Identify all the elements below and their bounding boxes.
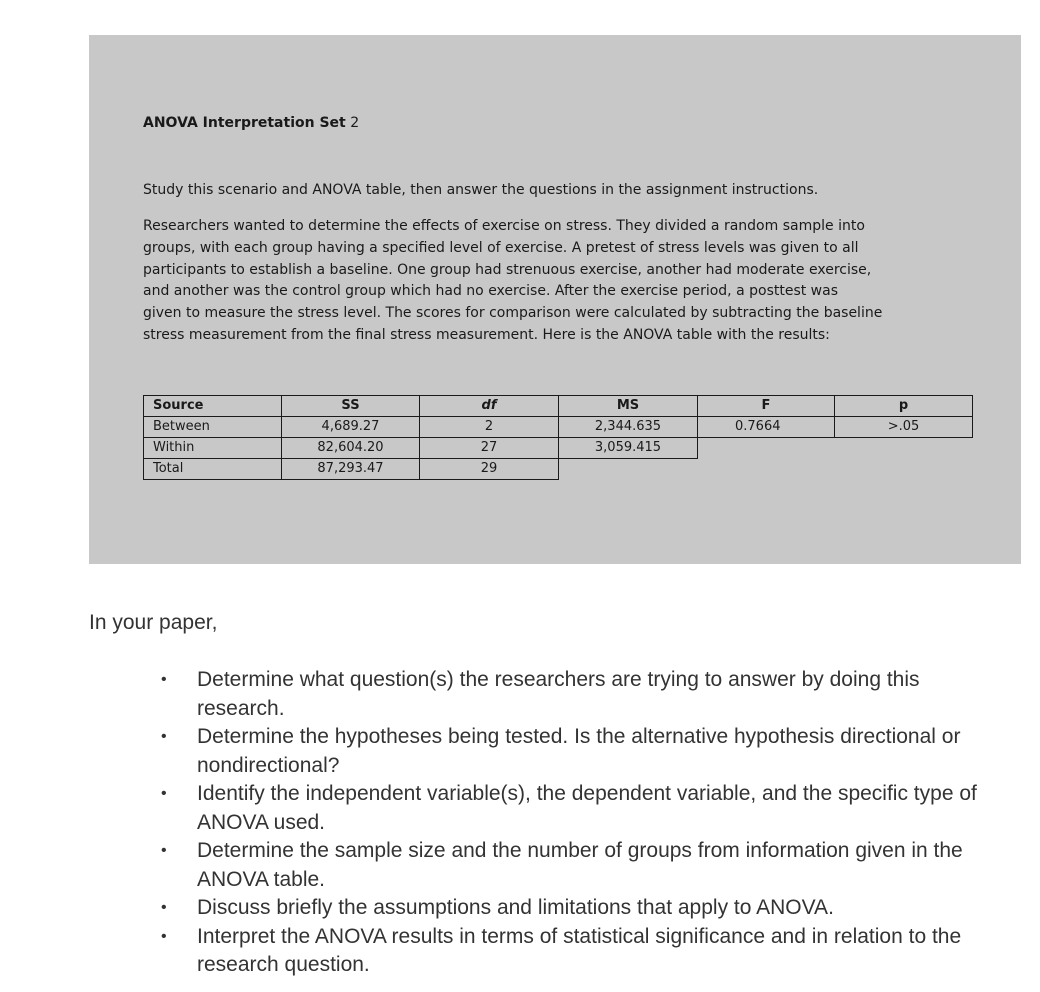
bullet-icon: • [161,927,167,945]
bullet-icon: • [161,728,167,745]
task-text: Identify the independent variable(s), the dependent variable, and the specific type of ANOVA used. [197,782,977,834]
cell-source: Within [144,438,282,459]
list-item [161,894,1012,923]
bullet-icon: • [161,785,167,802]
empty-cell [835,459,973,480]
header-df: df [420,396,559,417]
list-item [161,666,1012,723]
scenario-line: given to measure the stress level. The scores for comparison were calculated by subtracting the baseline [143,305,883,322]
empty-cell [698,459,835,480]
cell-df: 29 [420,459,559,480]
bullet-icon: • [161,899,167,916]
list-item [161,723,1012,780]
header-f: F [698,396,835,417]
scenario-line: participants to establish a baseline. One group had strenuous exercise, another had moderate exercise, [143,261,872,278]
assignment-lead: In your paper, [89,611,218,634]
cell-df: 27 [420,438,559,459]
cell-f: 0.7664 [698,417,835,438]
bullet-icon: • [161,671,167,688]
scenario-line: Researchers wanted to determine the effects of exercise on stress. They divided a random sample into [143,218,865,234]
cell-ms: 3,059.415 [559,438,698,459]
cell-source: Total [144,459,282,480]
anova-header-row [144,396,973,417]
anova-table [143,395,973,480]
list-item [161,923,1012,980]
empty-cell [559,459,698,480]
scenario-line: groups, with each group having a specified level of exercise. A pretest of stress levels was given to all [143,239,859,256]
scenario-line: and another was the control group which had no exercise. After the exercise period, a posttest was [143,283,839,300]
empty-cell [698,438,835,459]
anova-row-total [144,459,973,480]
scenario-panel [89,35,1021,564]
scenario-line: stress measurement from the final stress measurement. Here is the ANOVA table with the results: [143,326,830,343]
task-text: Discuss briefly the assumptions and limitations that apply to ANOVA. [197,896,834,919]
document-title-text: ANOVA Interpretation Set [143,115,346,131]
cell-ss: 4,689.27 [282,417,420,438]
list-item [161,837,1012,894]
header-source: Source [144,396,282,417]
task-text: Determine the sample size and the number of groups from information given in the ANOVA table. [197,839,963,891]
bullet-icon: • [161,842,167,859]
document-title [143,115,359,131]
task-text: Interpret the ANOVA results in terms of statistical significance and in relation to the research question. [197,924,962,976]
cell-ss: 87,293.47 [282,459,420,480]
task-list [161,666,1012,980]
task-text: Determine what question(s) the researchers are trying to answer by doing this research. [197,668,920,720]
cell-df: 2 [420,417,559,438]
cell-source: Between [144,417,282,438]
header-ms: MS [559,396,698,417]
cell-ss: 82,604.20 [282,438,420,459]
document-title-number: 2 [350,115,360,131]
cell-p: >.05 [835,417,973,438]
instructions-text: Study this scenario and ANOVA table, then answer the questions in the assignment instructions. [143,182,819,198]
anova-row-within [144,438,973,459]
anova-row-between [144,417,973,438]
header-p: p [835,396,973,417]
task-text: Determine the hypotheses being tested. Is the alternative hypothesis directional or nondirectional? [197,725,961,777]
scenario-paragraph [143,216,973,347]
list-item [161,780,1012,837]
cell-ms: 2,344.635 [559,417,698,438]
empty-cell [835,438,973,459]
header-ss: SS [282,396,420,417]
